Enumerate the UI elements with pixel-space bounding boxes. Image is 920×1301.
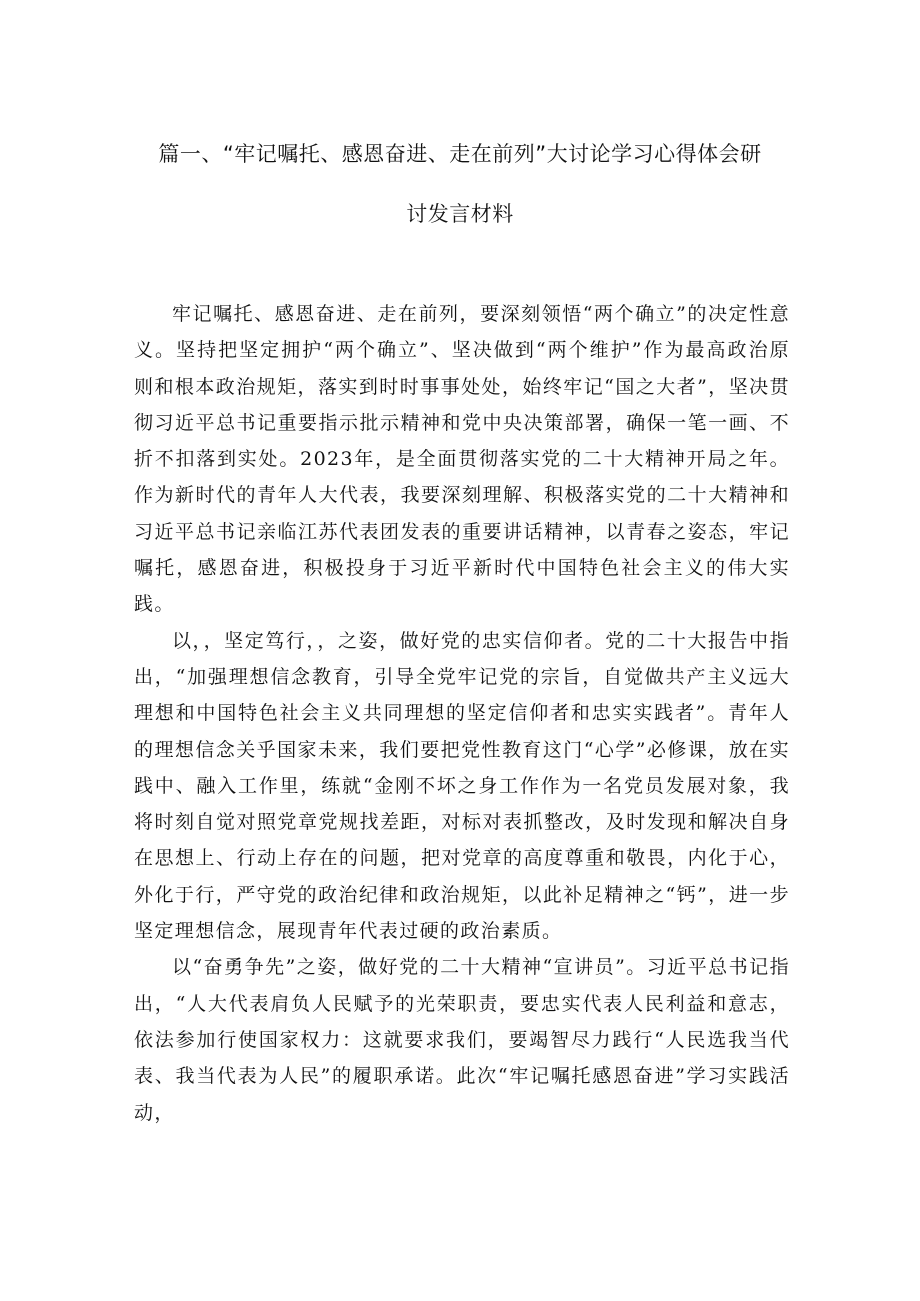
document-body [134, 296, 790, 1131]
body-paragraph: 牢记嘱托、感恩奋进、走在前列，要深刻领悟“两个确立”的决定性意义。坚持把坚定拥护“两个确立”、坚决做到“两个维护”作为最高政治原则和根本政治规矩，落实到时时事事处处，始终牢记“国之大者”，坚决贯彻习近平总书记重要指示批示精神和党中央决策部署，确保一笔一画、不折不扣落到实处。2023年，是全面贯彻落实党的二十大精神开局之年。作为新时代的青年人大代表，我要深刻理解、积极落实党的二十大精神和习近平总书记亲临江苏代表团发表的重要讲话精神，以青春之姿态，牢记嘱托，感恩奋进，积极投身于习近平新时代中国特色社会主义的伟大实践。 [134, 303, 790, 616]
body-paragraph: 以，，坚定笃行，，之姿，做好党的忠实信仰者。党的二十大报告中指出，“加强理想信念教育，引导全党牢记党的宗旨，自觉做共产主义远大理想和中国特色社会主义共同理想的坚定信仰者和忠实实践者”。青年人的理想信念关乎国家未来，我们要把党性教育这门“心学”必修课，放在实践中、融入工作里，练就“金刚不坏之身工作作为一名党员发展对象，我将时刻自觉对照党章党规找差距，对标对表抓整改，及时发现和解决自身在思想上、行动上存在的问题，把对党章的高度尊重和敬畏，内化于心，外化于行，严守党的政治纪律和政治规矩，以此补足精神之“钙”，进一步坚定理想信念，展现青年代表过硬的政治素质。 [134, 629, 790, 943]
document-title-line-1: 篇一、“牢记嘱托、感恩奋进、走在前列”大讨论学习心得体会研 [158, 142, 762, 166]
body-paragraph: 以“奋勇争先”之姿，做好党的二十大精神“宣讲员”。习近平总书记指出，“人大代表肩负人民赋予的光荣职责，要忠实代表人民利益和意志，依法参加行使国家权力：这就要求我们，要竭智尽力践行“人民选我当代表、我当代表为人民”的履职承诺。此次“牢记嘱托感恩奋进”学习实践活动， [134, 956, 790, 1124]
document-title-line-2: 讨发言材料 [406, 202, 514, 226]
